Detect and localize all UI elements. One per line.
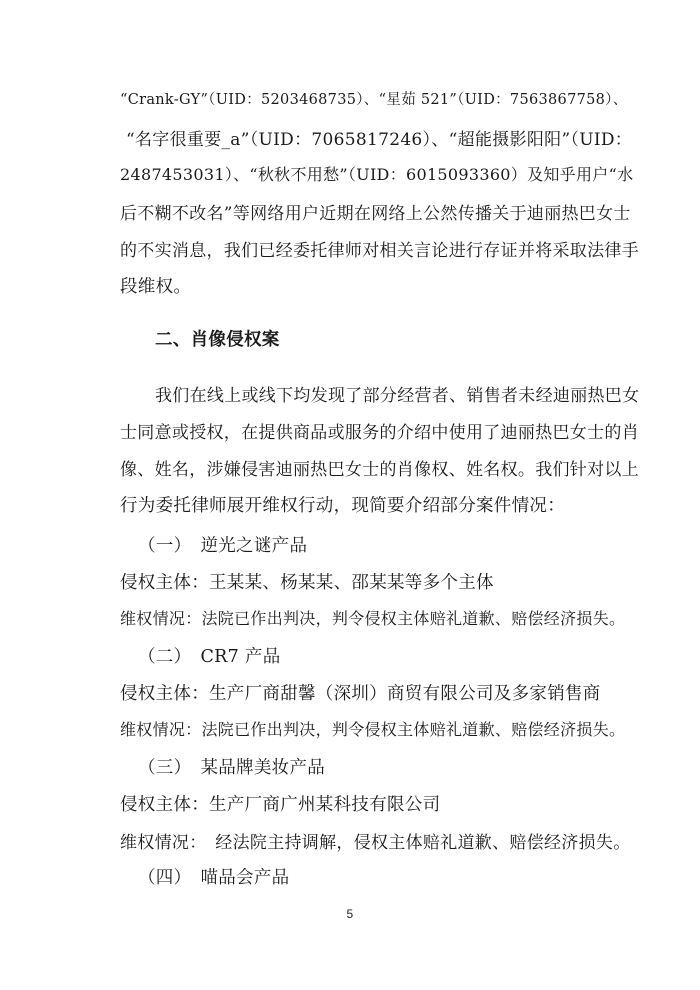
case-heading: （四） 喵品会产品 [138,868,290,888]
case-heading: （二） CR7 产品 [138,647,281,667]
paragraph-line: “Crank-GY”（UID：5203468735）、“星茹 521”（UID：7563867758）、 [120,92,628,108]
section-heading: 二、肖像侵权案 [155,330,280,350]
case-detail: 侵权主体：生产厂商甜馨（深圳）商贸有限公司及多家销售商 [120,684,601,704]
case-detail: 侵权主体：生产厂商广州某科技有限公司 [120,795,441,815]
page-number: 5 [346,907,354,921]
paragraph-line: 段维权。 [120,277,192,297]
case-detail: 维权情况：法院已作出判决，判令侵权主体赔礼道歉、赔偿经济损失。 [120,609,626,628]
paragraph-line: 像、姓名，涉嫌侵害迪丽热巴女士的肖像权、姓名权。我们针对以上 [120,460,639,480]
case-detail: 侵权主体：王某某、杨某某、邵某某等多个主体 [120,573,494,593]
paragraph-line: 行为委托律师展开维权行动，现简要介绍部分案件情况： [120,496,565,516]
case-detail: 维权情况： 经法院主持调解，侵权主体赔礼道歉、赔偿经济损失。 [120,833,631,853]
paragraph-line: 士同意或授权，在提供商品或服务的介绍中使用了迪丽热巴女士的肖 [120,423,639,443]
paragraph-line: 后不糊不改名”等网络用户近期在网络上公然传播关于迪丽热巴女士 [120,204,631,224]
paragraph-line: 2487453031）、“秋秋不用愁”（UID：6015093360）及知乎用户“水 [120,165,634,184]
paragraph-line: “名字很重要_a”（UID：7065817246）、“超能摄影阳阳”（UID： [126,130,633,150]
case-heading: （一） 逆光之谜产品 [138,536,308,556]
paragraph-line: 的不实消息，我们已经委托律师对相关言论进行存证并将采取法律手 [120,241,639,261]
case-heading: （三） 某品牌美妆产品 [138,758,326,778]
case-detail: 维权情况：法院已作出判决，判令侵权主体赔礼道歉、赔偿经济损失。 [120,720,626,739]
paragraph-line: 我们在线上或线下均发现了部分经营者、销售者未经迪丽热巴女 [155,386,640,406]
